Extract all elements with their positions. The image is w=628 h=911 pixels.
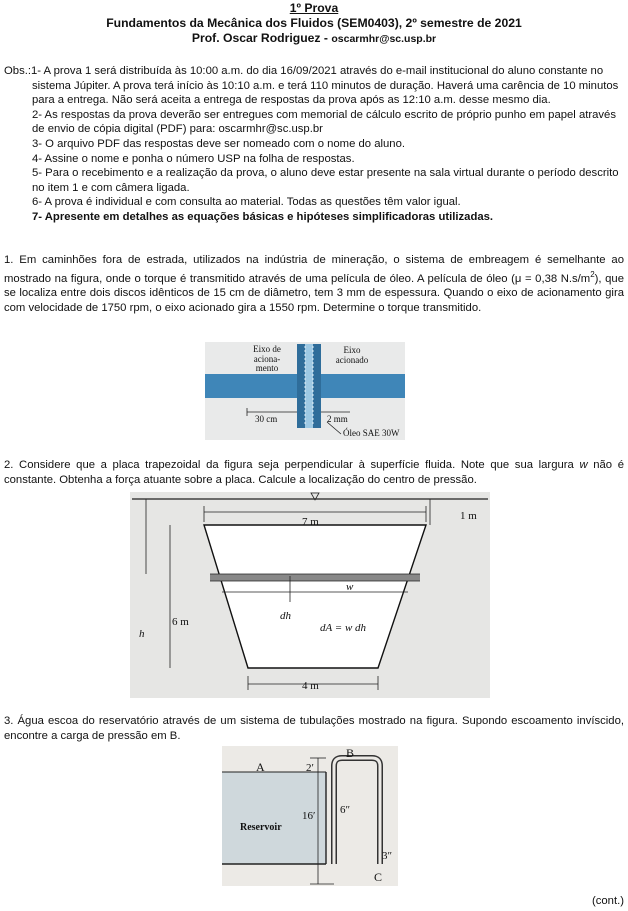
point-a-label: A xyxy=(256,760,265,774)
da-label: dA = w dh xyxy=(320,622,367,634)
drive-label-3: mento xyxy=(255,363,279,373)
dim-30cm: 30 cm xyxy=(255,414,278,424)
obs-7: 7- Apresente em detalhes as equações básicas e hipóteses simplificadoras utilizadas. xyxy=(32,210,494,223)
q1-text-a: 1. Em caminhões fora de estrada, utilizados na indústria de mineração, o sistema de embreagem é semelhante ao mostrado na figura, onde o torque é transmitido através de uma película de óleo. A película de óleo (μ = 0,38 N.s/m xyxy=(4,254,624,285)
dh-label: dh xyxy=(280,610,291,622)
q2-w: w xyxy=(579,459,588,471)
point-c-label: C xyxy=(374,870,383,884)
obs-6: 6- A prova é individual e com consulta ao material. Todas as questões têm valor igual. xyxy=(32,196,461,209)
bottom-width-label: 4 m xyxy=(302,680,319,692)
obs-1: Obs.:1- A prova 1 será distribuída às 10:00 a.m. do dia 16/09/2021 através do e-mail institucional do aluno constante no sistema Júpiter. A prova terá início às 10:10 a.m. e terá 110 minutos de duração. Haverá uma carência de 10 minutos para a entrega. Não será aceita a entrega de respostas da prova após as 12:10 a.m. desse mesmo dia. xyxy=(4,65,619,107)
obs-3: 3- O arquivo PDF das respostas deve ser nomeado com o nome do aluno. xyxy=(32,137,405,150)
height-label: 6 m xyxy=(172,616,189,628)
question-1 xyxy=(4,253,624,315)
reservoir-figure xyxy=(222,746,398,886)
oil-label: Óleo SAE 30W xyxy=(343,428,400,438)
exam-title: 1º Prova xyxy=(289,1,339,15)
depth-1m-label: 1 m xyxy=(460,510,477,522)
question-2 xyxy=(4,458,624,487)
drive-shaft-label xyxy=(249,345,285,374)
driven-shaft-label xyxy=(333,346,371,365)
dim-2mm: 2 mm xyxy=(327,414,348,424)
trapezoid-figure xyxy=(130,492,490,698)
obs-5: 5- Para o recebimento e a realização da prova, o aluno deve estar presente na sala virtual durante o período descrito no item 1 e com câmera ligada. xyxy=(32,167,619,194)
question-3: 3. Água escoa do reservatório através de um sistema de tubulações mostrado na figura. Supondo escoamento invíscido, encontre a carga de pressão em B. xyxy=(4,715,624,742)
dim-3in-label: 3″ xyxy=(382,850,393,862)
driven-label-2: acionado xyxy=(335,354,369,365)
q2-text-b: não é constante. Obtenha a força atuante sobre a placa. Calcule a localização do centro de pressão. xyxy=(4,459,624,486)
observations xyxy=(4,64,624,225)
h-label: h xyxy=(139,628,145,640)
continued-note: (cont.) xyxy=(591,895,624,907)
dim-6in-label: 6″ xyxy=(340,804,351,816)
w-label: w xyxy=(346,581,354,593)
top-width-label: 7 m xyxy=(302,516,319,528)
professor-name: Prof. Oscar Rodriguez - xyxy=(191,31,332,45)
q1-text-b: ), que se localiza entre dois discos idênticos de 15 cm de diâmetro, tem 3 mm de espessura. Quando o eixo de acionamento gira com velocidade de 1750 rpm, o eixo acionado gira a 1550 rpm. Determine o torque transmitido. xyxy=(4,272,624,314)
obs-2: 2- As respostas da prova deverão ser entregues com memorial de cálculo escrito de próprio punho em papel através de envio de cópia digital (PDF) para: oscarmhr@sc.usp.br xyxy=(32,108,616,136)
professor-email: oscarmhr@sc.usp.br xyxy=(331,33,437,45)
course-title: Fundamentos da Mecânica dos Fluidos (SEM0403), 2º semestre de 2021 xyxy=(106,16,522,30)
q2-text-a: 2. Considere que a placa trapezoidal da figura seja perpendicular à superfície fluida. Note que sua largura xyxy=(4,459,580,471)
point-b-label: B xyxy=(346,746,355,760)
dim-16ft-label: 16′ xyxy=(302,810,316,822)
driven-label-1: Eixo xyxy=(343,345,361,355)
professor-line xyxy=(0,31,628,47)
drive-label-1: Eixo de xyxy=(253,344,281,354)
drive-label-2: aciona- xyxy=(253,353,281,364)
q1-sup: 2 xyxy=(590,269,595,279)
reservoir-label: Reservoir xyxy=(240,822,282,833)
clutch-figure xyxy=(205,342,405,440)
obs-4: 4- Assine o nome e ponha o número USP na folha de respostas. xyxy=(32,152,355,165)
dim-2ft-label: 2′ xyxy=(306,762,314,774)
